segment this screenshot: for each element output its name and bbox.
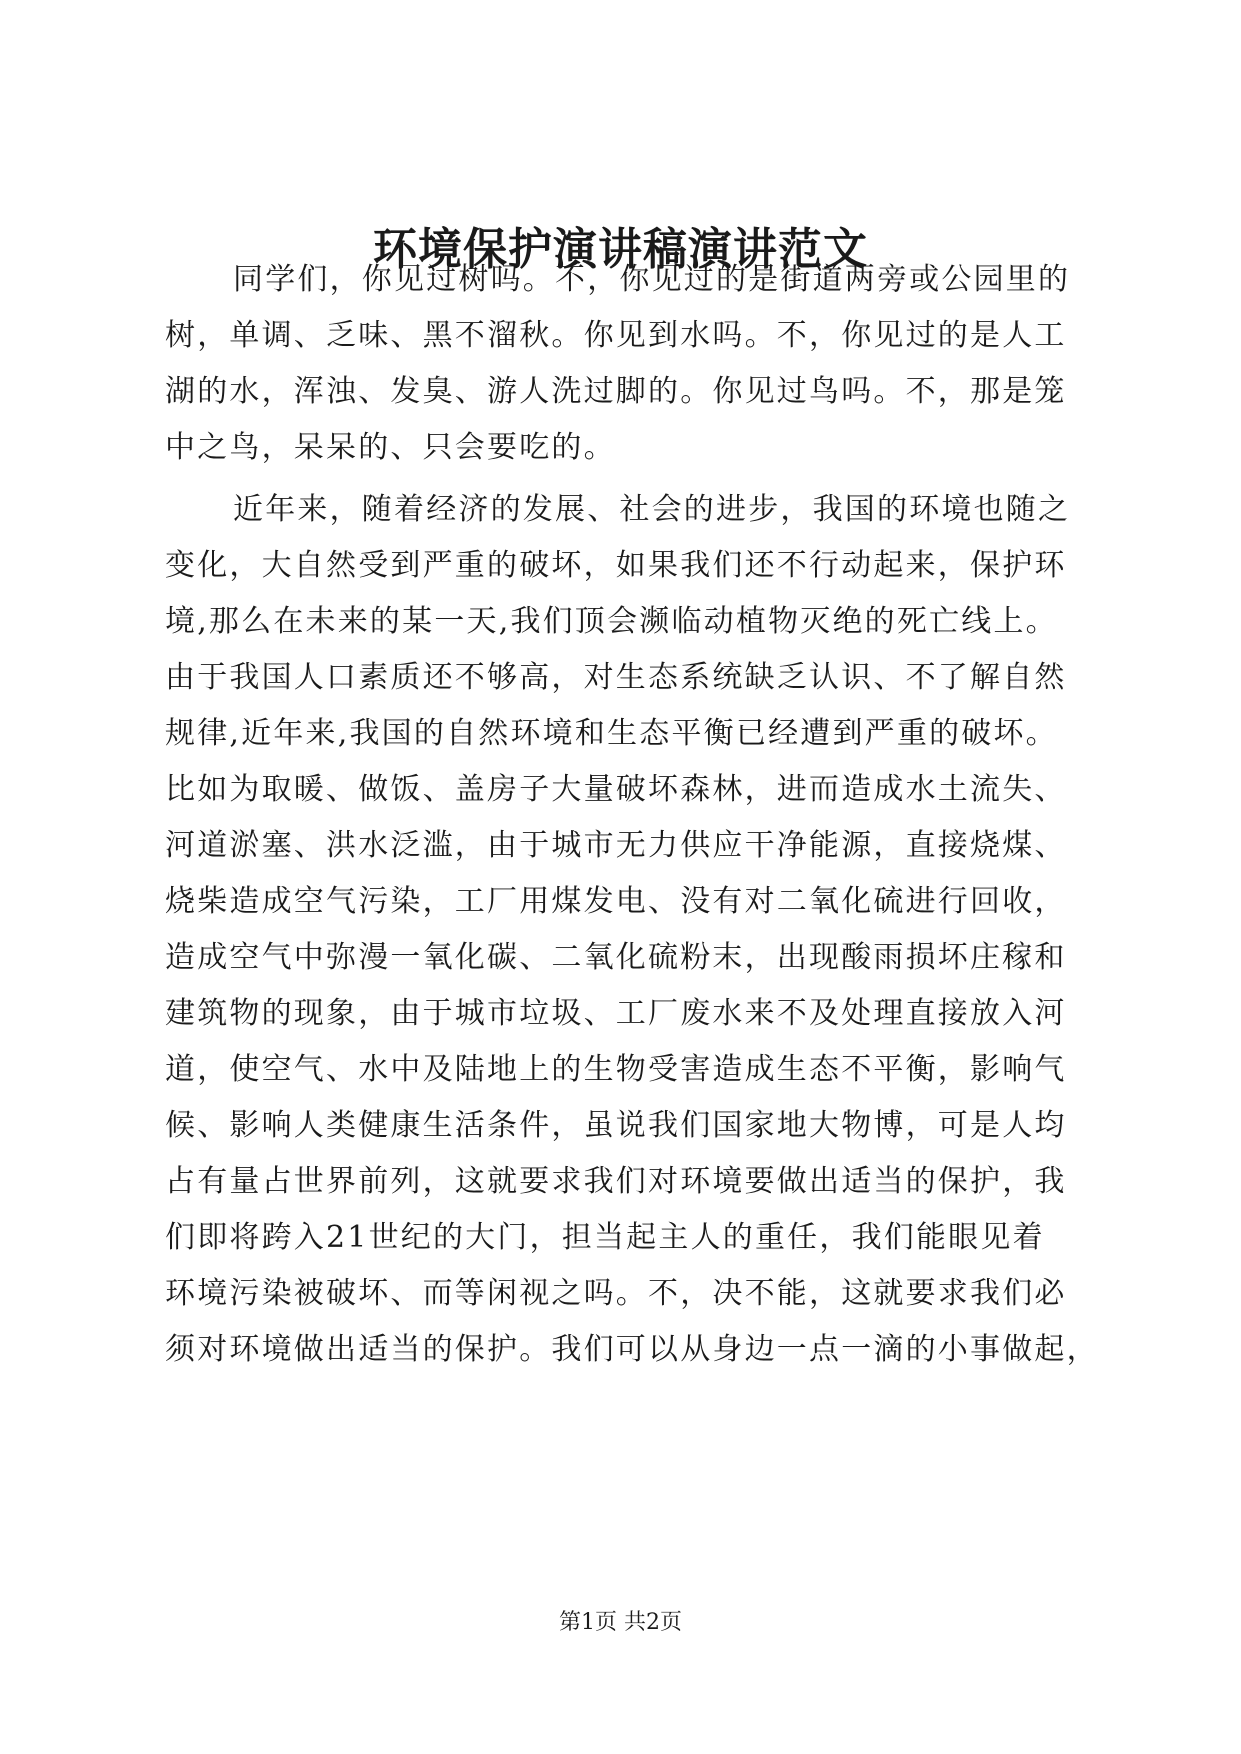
paragraph-line: 湖的水，浑浊、发臭、游人洗过脚的。你见过鸟吗。不，那是笼 bbox=[165, 374, 1067, 409]
paragraph-line: 烧柴造成空气污染，工厂用煤发电、没有对二氧化硫进行回收， bbox=[165, 884, 1067, 919]
paragraph-line: 境,那么在未来的某一天,我们顶会濒临动植物灭绝的死亡线上。 bbox=[165, 604, 1058, 639]
paragraph-line: 变化，大自然受到严重的破坏，如果我们还不行动起来，保护环 bbox=[165, 548, 1067, 583]
paragraph-line: 树，单调、乏味、黑不溜秋。你见到水吗。不，你见过的是人工 bbox=[165, 318, 1067, 353]
paragraph-line: 河道淤塞、洪水泛滥，由于城市无力供应干净能源，直接烧煤、 bbox=[165, 828, 1067, 863]
paragraph-line: 规律,近年来,我国的自然环境和生态平衡已经遭到严重的破坏。 bbox=[165, 716, 1058, 751]
paragraph-line: 占有量占世界前列，这就要求我们对环境要做出适当的保护，我 bbox=[165, 1164, 1067, 1199]
paragraph-line: 环境污染被破坏、而等闲视之吗。不，决不能，这就要求我们必 bbox=[165, 1276, 1067, 1311]
page-footer: 第1页 共2页 bbox=[559, 1610, 682, 1635]
document-title: 环境保护演讲稿演讲范文 bbox=[373, 224, 868, 275]
paragraph-line: 比如为取暖、做饭、盖房子大量破坏森林，进而造成水土流失、 bbox=[165, 772, 1067, 807]
paragraph-line: 建筑物的现象，由于城市垃圾、工厂废水来不及处理直接放入河 bbox=[165, 996, 1067, 1031]
paragraph-line: 近年来，随着经济的发展、社会的进步，我国的环境也随之 bbox=[233, 492, 1071, 527]
paragraph-line: 们即将跨入21世纪的大门，担当起主人的重任，我们能眼见着 bbox=[165, 1220, 1045, 1255]
paragraph-line: 道，使空气、水中及陆地上的生物受害造成生态不平衡，影响气 bbox=[165, 1052, 1067, 1087]
paragraph-line: 中之鸟，呆呆的、只会要吃的。 bbox=[165, 430, 616, 465]
paragraph-line: 由于我国人口素质还不够高，对生态系统缺乏认识、不了解自然 bbox=[165, 660, 1067, 695]
paragraph-line: 同学们，你见过树吗。不，你见过的是街道两旁或公园里的 bbox=[233, 262, 1071, 297]
paragraph-line: 须对环境做出适当的保护。我们可以从身边一点一滴的小事做起， bbox=[165, 1332, 1099, 1367]
paragraph-line: 造成空气中弥漫一氧化碳、二氧化硫粉末，出现酸雨损坏庄稼和 bbox=[165, 940, 1067, 975]
paragraph-line: 候、影响人类健康生活条件，虽说我们国家地大物博，可是人均 bbox=[165, 1108, 1067, 1143]
